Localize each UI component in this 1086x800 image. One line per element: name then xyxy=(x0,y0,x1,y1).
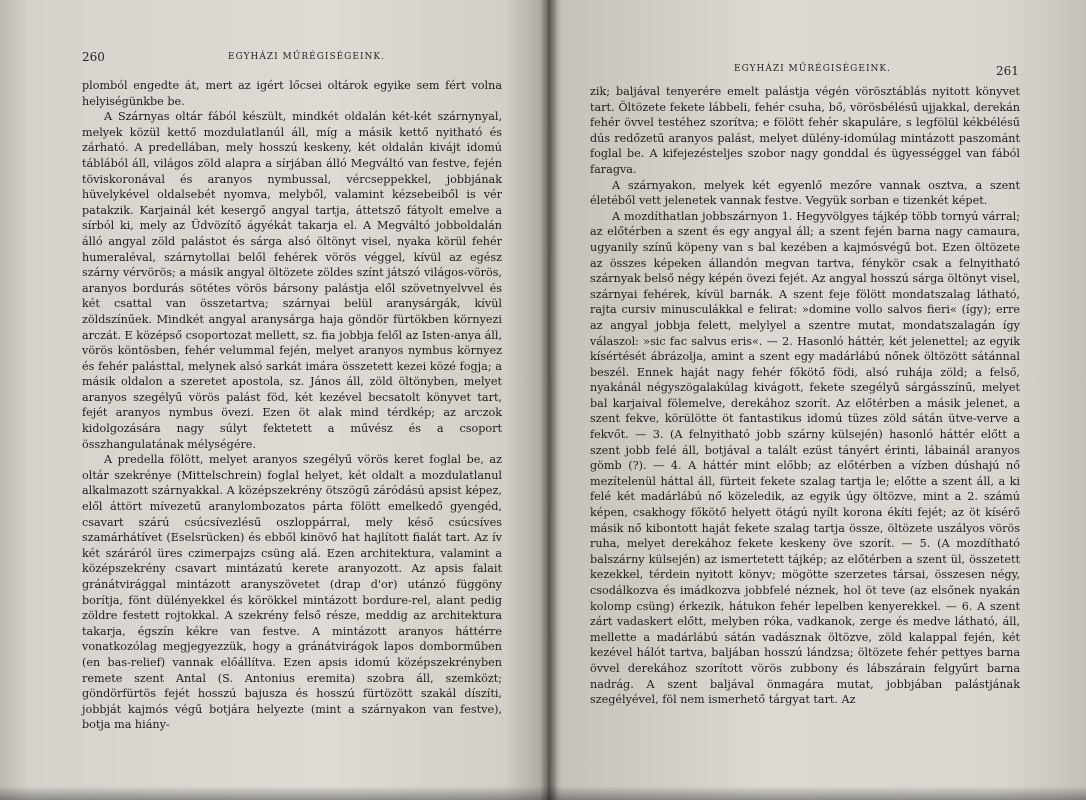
right-paragraph-3: A mozdíthatlan jobbszárnyon 1. Hegyvölgyes tájkép több tornyú várral; az előtérben a szent és egy angyal áll; a szent fején barna nagy camaura, ugyanily színű köpeny van s bal kezében a kajmósvégű bot. Ezen öltözete az összes képeken állandón megvan tartva, fénykör csak a felnyitható szárnyak belső négy képén övezi fejét. Az angyal hosszú sárga öltönyt visel, szárnyai fehérek, kívül barnák. A szent feje fölött mondatszalag látható, rajta cursiv minusculákkal e felirat: »domine vollo salvos fieri« (így); erre az angyal jobbja felett, melylyel a szentre mutat, mondatszalagán így válaszol: »sic fac salvus eris«. — 2. Hasonló háttér, két jelenettel; az egyik kísértését ábrázolja, amint a szent egy madárlábú nőnek öltözött sátánnal beszél. Ennek haját nagy fehér főkötő födi, alsó ruhája zöld; a felső, nyakánál négyszögalakúlag kivágott, fekete szegélyű sárgásszínű, melyet bal karjaival fölemelve, derekához szorít. Az előtérben a másik jelenet, a szent fekve, körülötte öt fantastikus idomú tüzes zöld sátán ütve-verve a fekvőt. — 3. (A felnyitható jobb szárny külsején) hasonló háttér előtt a szent jobb felé áll, botjával a talált ezüst tányért érinti, lábainál aranyos gömb (?). — 4. A háttér mint előbb; az előtérben a vízben dúshajú nő mezítelenül háttal áll, fürteit fekete szalag tartja le; előtte a szent áll, a ki felé két madárlábú nő közeledik, az egyik úgy öltözve, mint a 2. számú képen, csakhogy főkötő helyett ötágú nyílt korona ékíti fejét; az öt kísérő másik nő kibontott haját fekete szalag tartja össze, öltözete uszályos vörös ruha, melyet derekához fekete keskeny öve szorít. — 5. (A mozdítható balszárny külsején) az ismertetett tájkép; az előtérben a szent ül, összetett kezekkel, térdein nyitott könyv; mögötte szerzetes társai, összesen négy, csodálkozva és imádkozva jobbfelé néznek, hol öt teve (az elsőnek nyakán kolomp csüng) érkezik, hátukon fehér lepelben kenyerekkel. — 6. A szent zárt vadaskert előtt, melyben róka, vadkanok, zerge és medve látható, áll, mellette a madárlábú sátán vadásznak öltözve, zöld kalappal fején, két kezével hálót tartva, baljában hosszú lándzsa; öltözete fehér pettyes barna övvel derekához szorított vörös zubbony és lábszárain felgyűrt barna nadrág. A szent baljával önmagára mutat, jobbjában palástjának szegélyével, föl nem ismerhető tárgyat tart. Az xyxy=(590,209,1020,707)
bottom-shadow xyxy=(0,786,1086,800)
right-page-number: 261 xyxy=(996,64,1019,78)
left-paragraph-2: A Szárnyas oltár fából készült, mindkét oldalán két-két szárnynyal, melyek közül kettő mozdulatlanúl áll, míg a másik kettő nyitható és zárható. A predellában, mely hosszú keskeny, két oldalán kivájt idomú táblából áll, világos zöld alapra a sírjában álló Megváltó van festve, fején töviskoronával és aranyos nymbussal, vércseppekkel, jobbjának hüvelykével oldalsebét nyomva, melyből, valamint kézsebeiből is vér patakzik. Karjainál két kesergő angyal tartja, áttetsző fátyolt emelve a sírból ki, mely az Üdvözítő ágyékát takarja el. A Megváltó jobboldalán álló angyal zöld palástot és sárga alsó öltönyt visel, nyaka körül fehér humeraléval, szárnytollai belől fehérek vörös véggel, kívül az egész szárny vérvörös; a másik angyal öltözete zöldes színt játszó világos-vörös, aranyos bordurás sötétes vörös bársony palástja elől szövetnyelvvel és két csattal van összetartva; szárnyai belül aranysárgák, kívül zöldszínűek. Mindkét angyal aranysárga haja göndör fürtökben környezi arczát. E középső csoportozat mellett, sz. fia jobbja felől az Isten-anya áll, vörös köntösben, fehér velummal fején, melyet aranyos nymbus környez és fehér palásttal, melynek alsó sarkát imára összetett kezei közé fogja; a másik oldalon a szeretet apostola, sz. János áll, zöld öltönyben, melyet aranyos szegélyű vörös palást föd, két kezével becsatolt könyvet tart, fejét aranyos nymbus övezi. Ezen öt alak mind térdkép; az arczok kidolgozására nagy súlyt fektetett a művész és a csoport összhangulatának mélységére. xyxy=(82,110,502,451)
left-paragraph-1: plomból engedte át, mert az igért lőcsei oltárok egyike sem fért volna helyiségünkbe be. xyxy=(82,79,502,108)
left-running-head: EGYHÁZI MŰRÉGISÉGEINK. xyxy=(228,52,385,62)
right-page xyxy=(548,0,1086,800)
right-paragraph-2: A szárnyakon, melyek két egyenlő mezőre vannak osztva, a szent életéből vett jelenetek vannak festve. Vegyük sorban e tizenkét képet. xyxy=(590,178,1020,208)
left-paragraph-3: A predella fölött, melyet aranyos szegélyű vörös keret foglal be, az oltár szekrénye (Mittelschrein) foglal helyet, két oldalt a mozdulatlanul alkalmazott szárnyakkal. A középszekrény ötszögű záródású apsist képez, elől áttört mívezetű aranylombozatos párta fölött emelkedő gyengéd, csavart szárú csúcsívezlésű oszloppárral, mely késő csúcsíves szamárhátívet (Eselsrücken) és ebből kinövő hat hajlított fialát tart. Az ív két száráról üres czimerpajzs csüng alá. Ezen architektura, valamint a középszekrény csavart mintázatú kerete aranyozott. Az apsis falait gránátvirággal mintázott aranyszövetet (drap d'or) utánzó függöny borítja, fönt dülényekkel és körökkel mintázott bordure-rel, alant pedig zöldre festett rojtokkal. A szekrény felső része, meddig az architektura takarja, égszín kékre van festve. A mintázott aranyos háttérre vonatkozólag megjegyezzük, hogy a gránátvirágok lapos domborműben (en bas-relief) vannak előállítva. Ezen apsis idomú középszekrényben remete szent Antal (S. Antonius eremita) szobra áll, szemközt; göndörfürtös fejét hosszú bajusza és hosszú fürtözött szakál díszíti, jobbját kajmós végű botjára helyezte (mint a szárnyakon van festve), botja ma hiány- xyxy=(82,453,502,732)
book-gutter xyxy=(540,0,558,800)
right-text-block xyxy=(590,84,1020,708)
left-page-number: 260 xyxy=(82,50,105,64)
left-text-block xyxy=(82,78,502,733)
right-paragraph-1: zik; baljával tenyerére emelt palástja végén vörösztáblás nyitott könyvet tart. Öltözete fekete lábbeli, fehér csuha, bő, vörösbélésű ujjakkal, derekán fehér övvel testéhez szorítva; e fölött fehér skapuláre, s legfölül kékbélésű dús redőzetű aranyos palást, melyet dülény-idomúlag mintázott paszománt foglal be. A kifejezésteljes szobor nagy gonddal és ügyességgel van fából faragva. xyxy=(590,85,1020,176)
right-running-head: EGYHÁZI MŰRÉGISÉGEINK. xyxy=(734,64,891,74)
